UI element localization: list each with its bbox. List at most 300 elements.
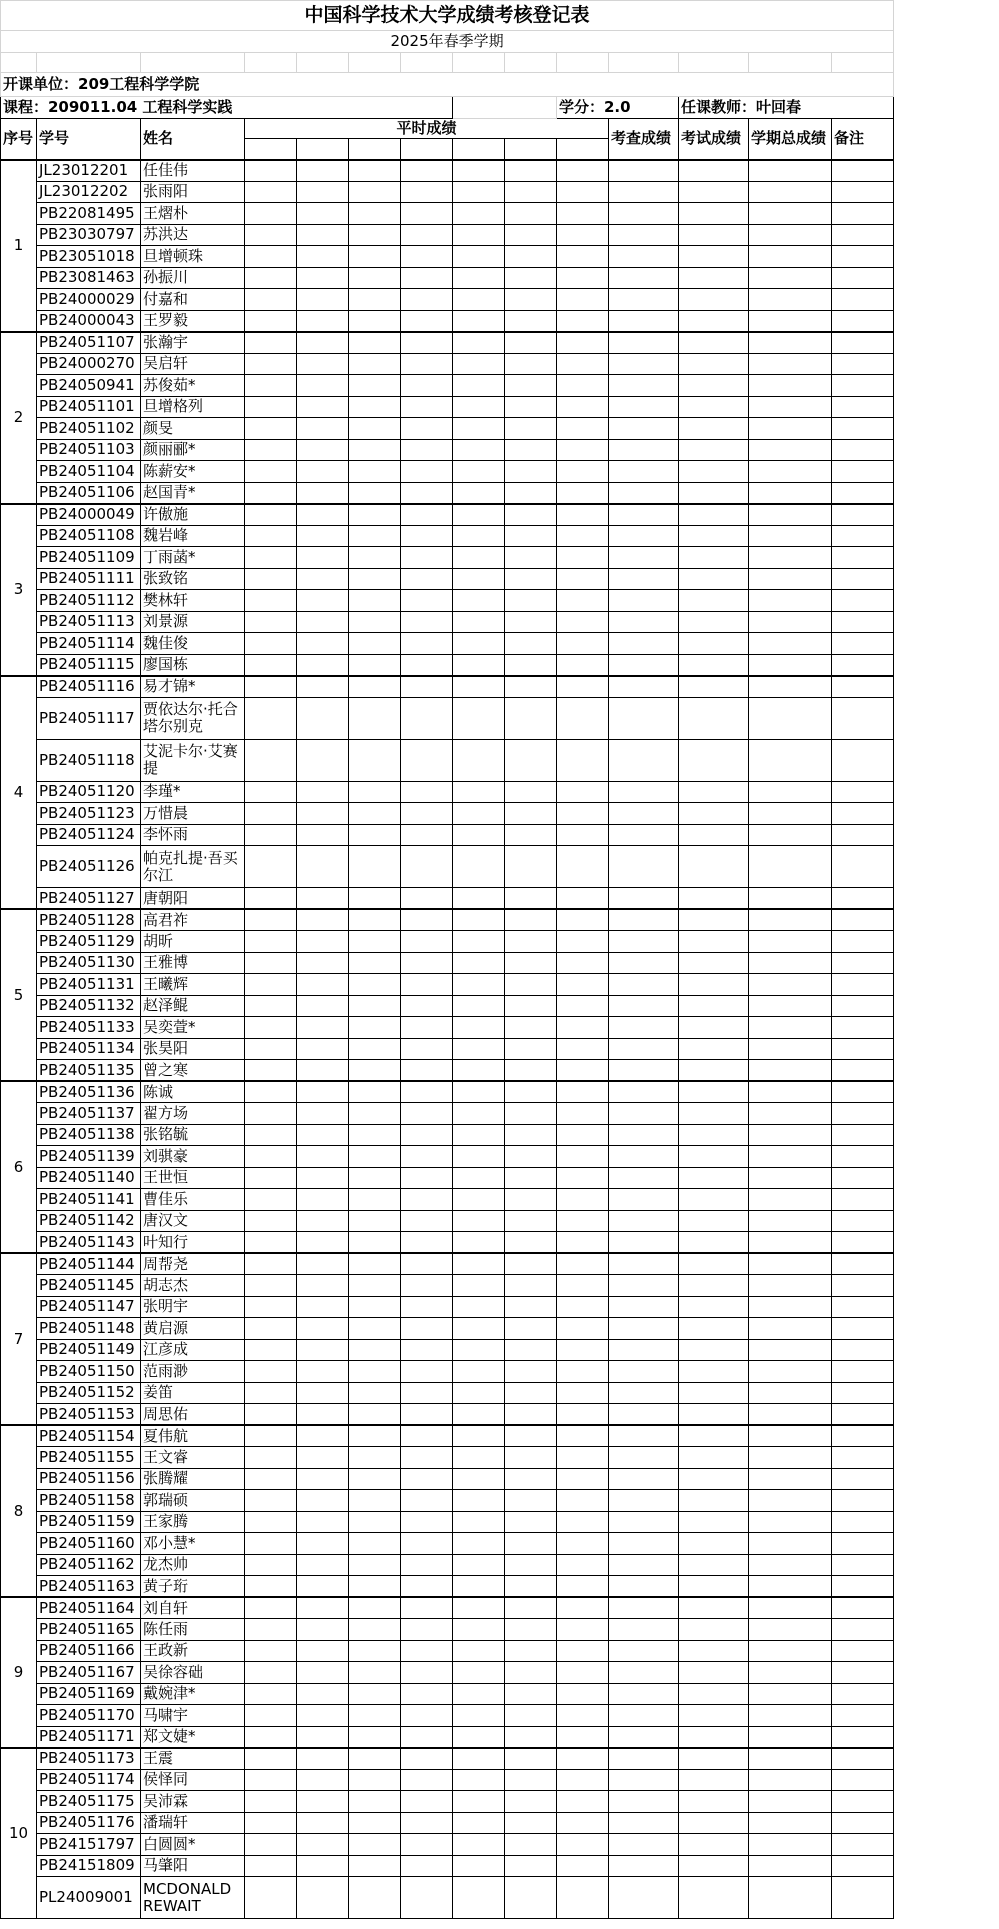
score-cell[interactable] [679, 697, 749, 739]
score-cell[interactable] [832, 974, 894, 996]
score-cell[interactable] [453, 1146, 505, 1168]
score-cell[interactable] [505, 1640, 557, 1662]
score-cell[interactable] [505, 289, 557, 311]
score-cell[interactable] [245, 611, 297, 633]
score-cell[interactable] [505, 1468, 557, 1490]
score-cell[interactable] [609, 1791, 679, 1813]
score-cell[interactable] [297, 909, 349, 931]
score-cell[interactable] [832, 1232, 894, 1254]
score-cell[interactable] [832, 931, 894, 953]
score-cell[interactable] [679, 974, 749, 996]
score-cell[interactable] [297, 1748, 349, 1770]
score-cell[interactable] [749, 1275, 832, 1297]
score-cell[interactable] [609, 160, 679, 182]
score-cell[interactable] [749, 974, 832, 996]
score-cell[interactable] [453, 289, 505, 311]
score-cell[interactable] [453, 888, 505, 910]
score-cell[interactable] [401, 246, 453, 268]
score-cell[interactable] [679, 375, 749, 397]
score-cell[interactable] [349, 824, 401, 846]
score-cell[interactable] [453, 846, 505, 888]
score-cell[interactable] [453, 1017, 505, 1039]
score-cell[interactable] [297, 289, 349, 311]
score-cell[interactable] [401, 1683, 453, 1705]
score-cell[interactable] [401, 1167, 453, 1189]
score-cell[interactable] [832, 654, 894, 676]
score-cell[interactable] [749, 1124, 832, 1146]
score-cell[interactable] [832, 1834, 894, 1856]
score-cell[interactable] [349, 974, 401, 996]
score-cell[interactable] [349, 1189, 401, 1211]
score-cell[interactable] [749, 1726, 832, 1748]
score-cell[interactable] [297, 547, 349, 569]
score-cell[interactable] [453, 590, 505, 612]
score-cell[interactable] [832, 1769, 894, 1791]
score-cell[interactable] [749, 1296, 832, 1318]
score-cell[interactable] [749, 995, 832, 1017]
score-cell[interactable] [832, 547, 894, 569]
score-cell[interactable] [401, 203, 453, 225]
score-cell[interactable] [679, 525, 749, 547]
score-cell[interactable] [401, 590, 453, 612]
score-cell[interactable] [557, 568, 609, 590]
score-cell[interactable] [453, 246, 505, 268]
score-cell[interactable] [349, 1640, 401, 1662]
score-cell[interactable] [832, 1210, 894, 1232]
score-cell[interactable] [679, 1232, 749, 1254]
score-cell[interactable] [401, 1296, 453, 1318]
score-cell[interactable] [297, 803, 349, 825]
score-cell[interactable] [297, 1146, 349, 1168]
score-cell[interactable] [505, 439, 557, 461]
score-cell[interactable] [557, 1855, 609, 1877]
score-cell[interactable] [245, 697, 297, 739]
score-cell[interactable] [679, 1146, 749, 1168]
score-cell[interactable] [505, 1447, 557, 1469]
score-cell[interactable] [679, 353, 749, 375]
score-cell[interactable] [245, 1425, 297, 1447]
score-cell[interactable] [679, 160, 749, 182]
score-cell[interactable] [453, 1447, 505, 1469]
score-cell[interactable] [749, 888, 832, 910]
score-cell[interactable] [505, 1791, 557, 1813]
score-cell[interactable] [505, 974, 557, 996]
score-cell[interactable] [557, 1533, 609, 1555]
score-cell[interactable] [401, 1812, 453, 1834]
score-cell[interactable] [297, 461, 349, 483]
score-cell[interactable] [297, 1769, 349, 1791]
score-cell[interactable] [297, 1060, 349, 1082]
score-cell[interactable] [832, 439, 894, 461]
score-cell[interactable] [453, 1296, 505, 1318]
score-cell[interactable] [505, 1812, 557, 1834]
score-cell[interactable] [749, 375, 832, 397]
score-cell[interactable] [453, 1511, 505, 1533]
score-cell[interactable] [505, 803, 557, 825]
score-cell[interactable] [609, 1382, 679, 1404]
score-cell[interactable] [245, 974, 297, 996]
score-cell[interactable] [401, 1232, 453, 1254]
score-cell[interactable] [401, 1705, 453, 1727]
score-cell[interactable] [609, 824, 679, 846]
score-cell[interactable] [245, 1038, 297, 1060]
score-cell[interactable] [679, 1210, 749, 1232]
score-cell[interactable] [749, 246, 832, 268]
score-cell[interactable] [679, 1425, 749, 1447]
score-cell[interactable] [679, 181, 749, 203]
score-cell[interactable] [749, 633, 832, 655]
score-cell[interactable] [832, 1662, 894, 1684]
score-cell[interactable] [505, 1146, 557, 1168]
score-cell[interactable] [245, 633, 297, 655]
score-cell[interactable] [349, 375, 401, 397]
score-cell[interactable] [609, 1468, 679, 1490]
score-cell[interactable] [245, 482, 297, 504]
score-cell[interactable] [557, 1210, 609, 1232]
score-cell[interactable] [609, 1447, 679, 1469]
score-cell[interactable] [679, 1834, 749, 1856]
score-cell[interactable] [557, 824, 609, 846]
score-cell[interactable] [505, 888, 557, 910]
score-cell[interactable] [245, 1060, 297, 1082]
score-cell[interactable] [297, 1834, 349, 1856]
score-cell[interactable] [557, 1640, 609, 1662]
score-cell[interactable] [749, 824, 832, 846]
score-cell[interactable] [557, 1361, 609, 1383]
score-cell[interactable] [245, 1834, 297, 1856]
score-cell[interactable] [832, 310, 894, 332]
score-cell[interactable] [832, 224, 894, 246]
score-cell[interactable] [609, 1146, 679, 1168]
score-cell[interactable] [245, 1511, 297, 1533]
score-cell[interactable] [349, 1812, 401, 1834]
score-cell[interactable] [349, 353, 401, 375]
score-cell[interactable] [832, 1533, 894, 1555]
score-cell[interactable] [349, 1167, 401, 1189]
score-cell[interactable] [749, 1210, 832, 1232]
score-cell[interactable] [297, 1597, 349, 1619]
score-cell[interactable] [609, 1425, 679, 1447]
score-cell[interactable] [557, 203, 609, 225]
score-cell[interactable] [609, 1318, 679, 1340]
score-cell[interactable] [401, 995, 453, 1017]
score-cell[interactable] [349, 909, 401, 931]
score-cell[interactable] [749, 1146, 832, 1168]
score-cell[interactable] [297, 1275, 349, 1297]
score-cell[interactable] [832, 1511, 894, 1533]
score-cell[interactable] [245, 803, 297, 825]
score-cell[interactable] [832, 739, 894, 781]
score-cell[interactable] [832, 504, 894, 526]
score-cell[interactable] [679, 1705, 749, 1727]
score-cell[interactable] [609, 1640, 679, 1662]
score-cell[interactable] [505, 1275, 557, 1297]
score-cell[interactable] [505, 590, 557, 612]
score-cell[interactable] [297, 1533, 349, 1555]
score-cell[interactable] [832, 803, 894, 825]
score-cell[interactable] [401, 461, 453, 483]
score-cell[interactable] [609, 1619, 679, 1641]
score-cell[interactable] [557, 739, 609, 781]
score-cell[interactable] [505, 1597, 557, 1619]
score-cell[interactable] [349, 1038, 401, 1060]
score-cell[interactable] [401, 1210, 453, 1232]
score-cell[interactable] [557, 1576, 609, 1598]
score-cell[interactable] [609, 1662, 679, 1684]
score-cell[interactable] [453, 332, 505, 354]
score-cell[interactable] [679, 396, 749, 418]
score-cell[interactable] [679, 418, 749, 440]
score-cell[interactable] [401, 952, 453, 974]
score-cell[interactable] [832, 697, 894, 739]
score-cell[interactable] [557, 1275, 609, 1297]
score-cell[interactable] [679, 803, 749, 825]
score-cell[interactable] [557, 1146, 609, 1168]
score-cell[interactable] [609, 1769, 679, 1791]
score-cell[interactable] [453, 1210, 505, 1232]
score-cell[interactable] [453, 1640, 505, 1662]
score-cell[interactable] [401, 1877, 453, 1919]
score-cell[interactable] [453, 1705, 505, 1727]
score-cell[interactable] [749, 310, 832, 332]
score-cell[interactable] [679, 289, 749, 311]
score-cell[interactable] [832, 1425, 894, 1447]
score-cell[interactable] [245, 1554, 297, 1576]
score-cell[interactable] [349, 1597, 401, 1619]
score-cell[interactable] [679, 267, 749, 289]
score-cell[interactable] [832, 1619, 894, 1641]
score-cell[interactable] [245, 590, 297, 612]
score-cell[interactable] [505, 181, 557, 203]
score-cell[interactable] [297, 846, 349, 888]
score-cell[interactable] [245, 1210, 297, 1232]
score-cell[interactable] [609, 1576, 679, 1598]
score-cell[interactable] [832, 1791, 894, 1813]
score-cell[interactable] [832, 1855, 894, 1877]
score-cell[interactable] [245, 1167, 297, 1189]
score-cell[interactable] [609, 1705, 679, 1727]
score-cell[interactable] [679, 203, 749, 225]
score-cell[interactable] [679, 846, 749, 888]
score-cell[interactable] [557, 697, 609, 739]
score-cell[interactable] [749, 1554, 832, 1576]
score-cell[interactable] [749, 332, 832, 354]
score-cell[interactable] [349, 482, 401, 504]
score-cell[interactable] [245, 931, 297, 953]
score-cell[interactable] [505, 781, 557, 803]
score-cell[interactable] [609, 931, 679, 953]
score-cell[interactable] [297, 611, 349, 633]
score-cell[interactable] [245, 310, 297, 332]
score-cell[interactable] [749, 547, 832, 569]
score-cell[interactable] [401, 1554, 453, 1576]
score-cell[interactable] [349, 1662, 401, 1684]
score-cell[interactable] [557, 1554, 609, 1576]
score-cell[interactable] [245, 1339, 297, 1361]
score-cell[interactable] [832, 1318, 894, 1340]
score-cell[interactable] [245, 952, 297, 974]
score-cell[interactable] [609, 353, 679, 375]
score-cell[interactable] [297, 1361, 349, 1383]
score-cell[interactable] [505, 504, 557, 526]
score-cell[interactable] [832, 1124, 894, 1146]
score-cell[interactable] [679, 781, 749, 803]
score-cell[interactable] [832, 482, 894, 504]
score-cell[interactable] [749, 181, 832, 203]
score-cell[interactable] [401, 1425, 453, 1447]
score-cell[interactable] [679, 1361, 749, 1383]
score-cell[interactable] [453, 375, 505, 397]
score-cell[interactable] [679, 568, 749, 590]
score-cell[interactable] [557, 952, 609, 974]
score-cell[interactable] [245, 332, 297, 354]
score-cell[interactable] [245, 375, 297, 397]
score-cell[interactable] [401, 1339, 453, 1361]
score-cell[interactable] [297, 1081, 349, 1103]
score-cell[interactable] [505, 824, 557, 846]
score-cell[interactable] [749, 781, 832, 803]
score-cell[interactable] [349, 1490, 401, 1512]
score-cell[interactable] [297, 1404, 349, 1426]
score-cell[interactable] [749, 654, 832, 676]
score-cell[interactable] [749, 289, 832, 311]
score-cell[interactable] [609, 1339, 679, 1361]
score-cell[interactable] [749, 1468, 832, 1490]
score-cell[interactable] [557, 504, 609, 526]
score-cell[interactable] [679, 995, 749, 1017]
score-cell[interactable] [453, 1124, 505, 1146]
score-cell[interactable] [749, 482, 832, 504]
score-cell[interactable] [557, 995, 609, 1017]
score-cell[interactable] [453, 1339, 505, 1361]
score-cell[interactable] [401, 888, 453, 910]
score-cell[interactable] [609, 1253, 679, 1275]
score-cell[interactable] [453, 1404, 505, 1426]
score-cell[interactable] [679, 611, 749, 633]
score-cell[interactable] [349, 289, 401, 311]
score-cell[interactable] [505, 332, 557, 354]
score-cell[interactable] [609, 1124, 679, 1146]
score-cell[interactable] [505, 1511, 557, 1533]
score-cell[interactable] [749, 1791, 832, 1813]
score-cell[interactable] [401, 1662, 453, 1684]
score-cell[interactable] [505, 267, 557, 289]
score-cell[interactable] [453, 1597, 505, 1619]
score-cell[interactable] [453, 611, 505, 633]
score-cell[interactable] [401, 1404, 453, 1426]
score-cell[interactable] [832, 181, 894, 203]
score-cell[interactable] [749, 1834, 832, 1856]
score-cell[interactable] [679, 1167, 749, 1189]
score-cell[interactable] [609, 1361, 679, 1383]
score-cell[interactable] [245, 1146, 297, 1168]
score-cell[interactable] [401, 482, 453, 504]
score-cell[interactable] [832, 888, 894, 910]
score-cell[interactable] [245, 353, 297, 375]
score-cell[interactable] [557, 1339, 609, 1361]
score-cell[interactable] [679, 824, 749, 846]
score-cell[interactable] [349, 1576, 401, 1598]
score-cell[interactable] [557, 1189, 609, 1211]
score-cell[interactable] [245, 1361, 297, 1383]
score-cell[interactable] [557, 1060, 609, 1082]
score-cell[interactable] [245, 439, 297, 461]
score-cell[interactable] [401, 974, 453, 996]
score-cell[interactable] [401, 310, 453, 332]
score-cell[interactable] [832, 1038, 894, 1060]
score-cell[interactable] [679, 1447, 749, 1469]
score-cell[interactable] [557, 1812, 609, 1834]
score-cell[interactable] [832, 332, 894, 354]
score-cell[interactable] [349, 888, 401, 910]
score-cell[interactable] [505, 482, 557, 504]
score-cell[interactable] [245, 1382, 297, 1404]
score-cell[interactable] [557, 611, 609, 633]
score-cell[interactable] [245, 1662, 297, 1684]
score-cell[interactable] [245, 1081, 297, 1103]
score-cell[interactable] [749, 590, 832, 612]
score-cell[interactable] [245, 1275, 297, 1297]
score-cell[interactable] [297, 1726, 349, 1748]
score-cell[interactable] [505, 1253, 557, 1275]
score-cell[interactable] [609, 1511, 679, 1533]
score-cell[interactable] [401, 1834, 453, 1856]
score-cell[interactable] [749, 931, 832, 953]
score-cell[interactable] [297, 1576, 349, 1598]
score-cell[interactable] [297, 1683, 349, 1705]
score-cell[interactable] [453, 1232, 505, 1254]
score-cell[interactable] [749, 1490, 832, 1512]
score-cell[interactable] [832, 995, 894, 1017]
score-cell[interactable] [679, 1662, 749, 1684]
score-cell[interactable] [557, 482, 609, 504]
score-cell[interactable] [609, 267, 679, 289]
score-cell[interactable] [297, 375, 349, 397]
score-cell[interactable] [749, 439, 832, 461]
score-cell[interactable] [349, 1468, 401, 1490]
score-cell[interactable] [401, 332, 453, 354]
score-cell[interactable] [609, 332, 679, 354]
score-cell[interactable] [453, 781, 505, 803]
score-cell[interactable] [349, 1253, 401, 1275]
score-cell[interactable] [505, 1769, 557, 1791]
score-cell[interactable] [349, 739, 401, 781]
score-cell[interactable] [749, 1382, 832, 1404]
score-cell[interactable] [349, 1124, 401, 1146]
score-cell[interactable] [297, 439, 349, 461]
score-cell[interactable] [349, 654, 401, 676]
score-cell[interactable] [505, 375, 557, 397]
score-cell[interactable] [505, 1554, 557, 1576]
score-cell[interactable] [297, 995, 349, 1017]
score-cell[interactable] [245, 1253, 297, 1275]
score-cell[interactable] [832, 267, 894, 289]
score-cell[interactable] [349, 1834, 401, 1856]
score-cell[interactable] [557, 547, 609, 569]
score-cell[interactable] [832, 1275, 894, 1297]
score-cell[interactable] [349, 1748, 401, 1770]
score-cell[interactable] [749, 1167, 832, 1189]
score-cell[interactable] [749, 418, 832, 440]
score-cell[interactable] [245, 1468, 297, 1490]
score-cell[interactable] [401, 568, 453, 590]
score-cell[interactable] [832, 160, 894, 182]
score-cell[interactable] [609, 1597, 679, 1619]
score-cell[interactable] [349, 1769, 401, 1791]
score-cell[interactable] [609, 1554, 679, 1576]
score-cell[interactable] [245, 781, 297, 803]
score-cell[interactable] [609, 781, 679, 803]
